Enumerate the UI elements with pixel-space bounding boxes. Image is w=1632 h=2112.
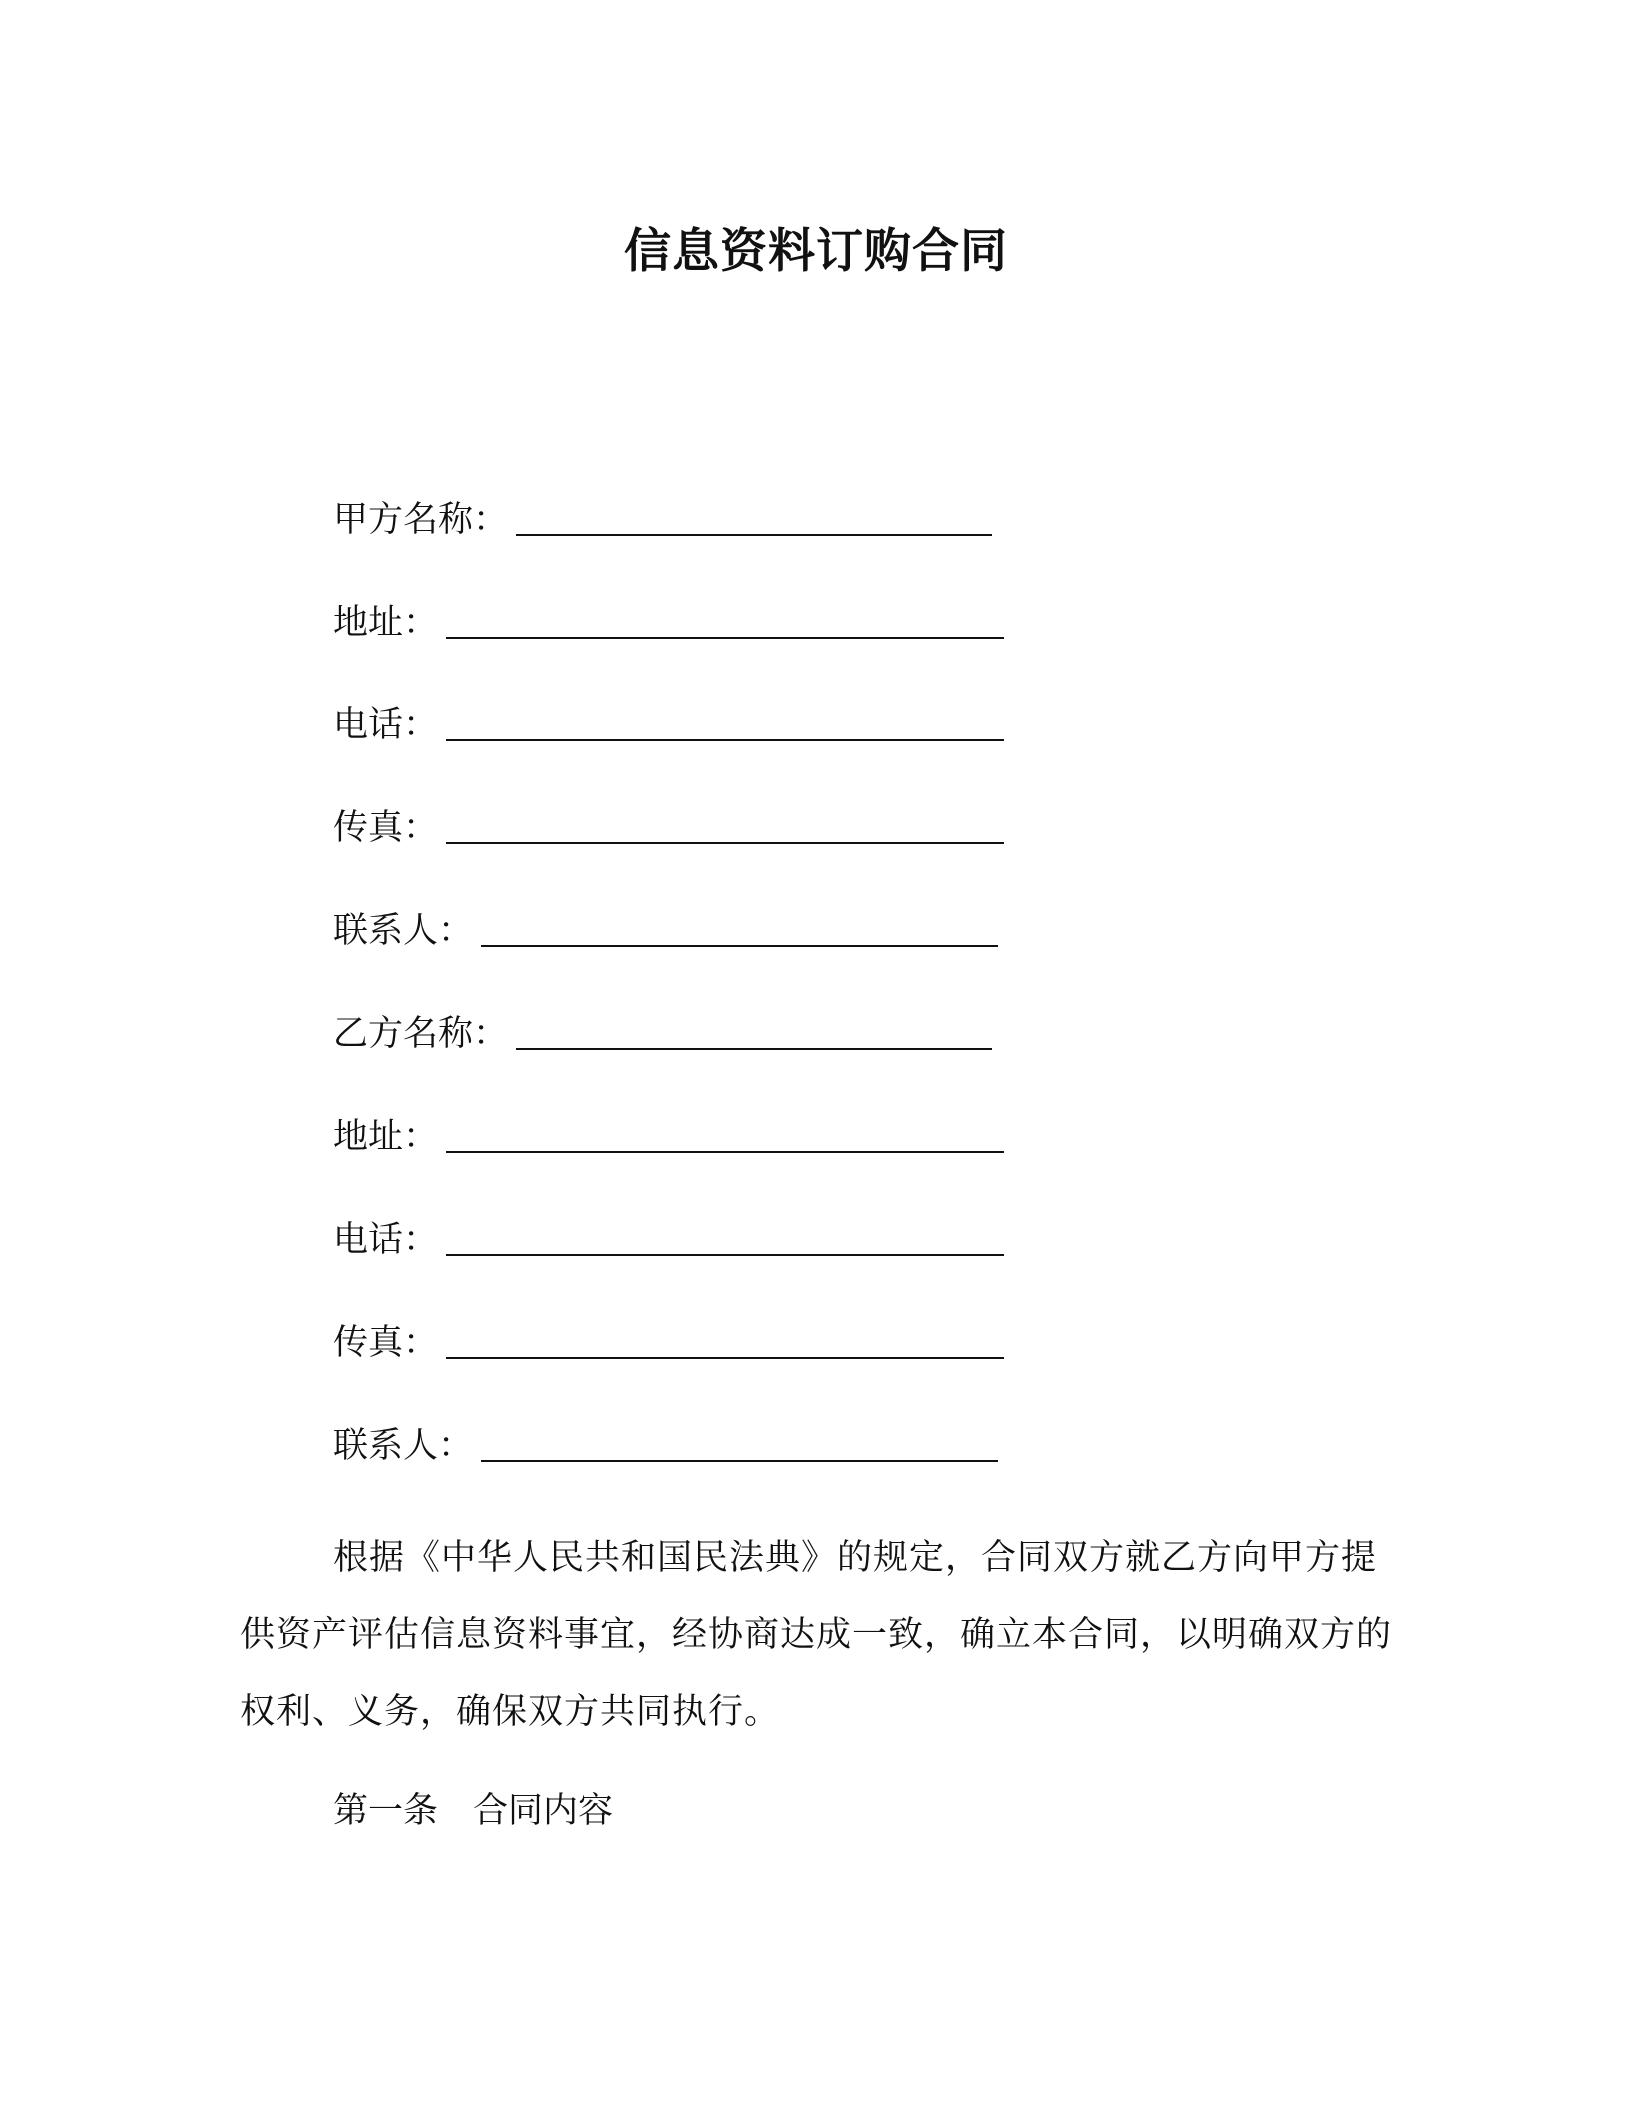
party-a-phone-blank[interactable] [446,739,1004,741]
party-b-phone-field [333,1212,1004,1262]
party-a-name-field [333,492,992,542]
party-b-contact-field [333,1418,998,1468]
field-label: 电话： [333,705,439,745]
field-label: 地址： [333,1117,439,1157]
party-a-fax-field [333,800,1004,850]
party-a-address-field [333,595,1004,645]
field-label: 乙方名称： [333,1014,509,1054]
field-label: 联系人： [333,911,474,951]
party-a-contact-field [333,903,998,953]
party-b-fax-blank[interactable] [446,1357,1004,1359]
field-label: 传真： [333,1323,439,1363]
field-label: 联系人： [333,1426,474,1466]
party-b-name-blank[interactable] [516,1048,992,1050]
party-a-phone-field [333,697,1004,747]
party-a-fax-blank[interactable] [446,842,1004,844]
party-b-contact-blank[interactable] [481,1460,998,1462]
field-label: 传真： [333,808,439,848]
field-label: 电话： [333,1220,439,1260]
field-label: 地址： [333,603,439,643]
preamble-paragraph: 根据《中华人民共和国民法典》的规定，合同双方就乙方向甲方提供资产评估信息资料事宜，经协商达成一致，确立本合同，以明确双方的权利、义务，确保双方共同执行。 [240,1538,1393,1732]
party-b-name-field [333,1006,992,1056]
party-b-address-field [333,1109,1004,1159]
party-a-address-blank[interactable] [446,637,1004,639]
document-title: 信息资料订购合同 [624,224,1008,279]
field-label: 甲方名称： [333,500,509,540]
party-b-fax-field [333,1315,1004,1365]
section-1-heading: 第一条 合同内容 [333,1791,614,1831]
party-a-name-blank[interactable] [516,534,992,536]
party-a-contact-blank[interactable] [481,945,998,947]
party-b-address-blank[interactable] [446,1151,1004,1153]
party-b-phone-blank[interactable] [446,1254,1004,1256]
